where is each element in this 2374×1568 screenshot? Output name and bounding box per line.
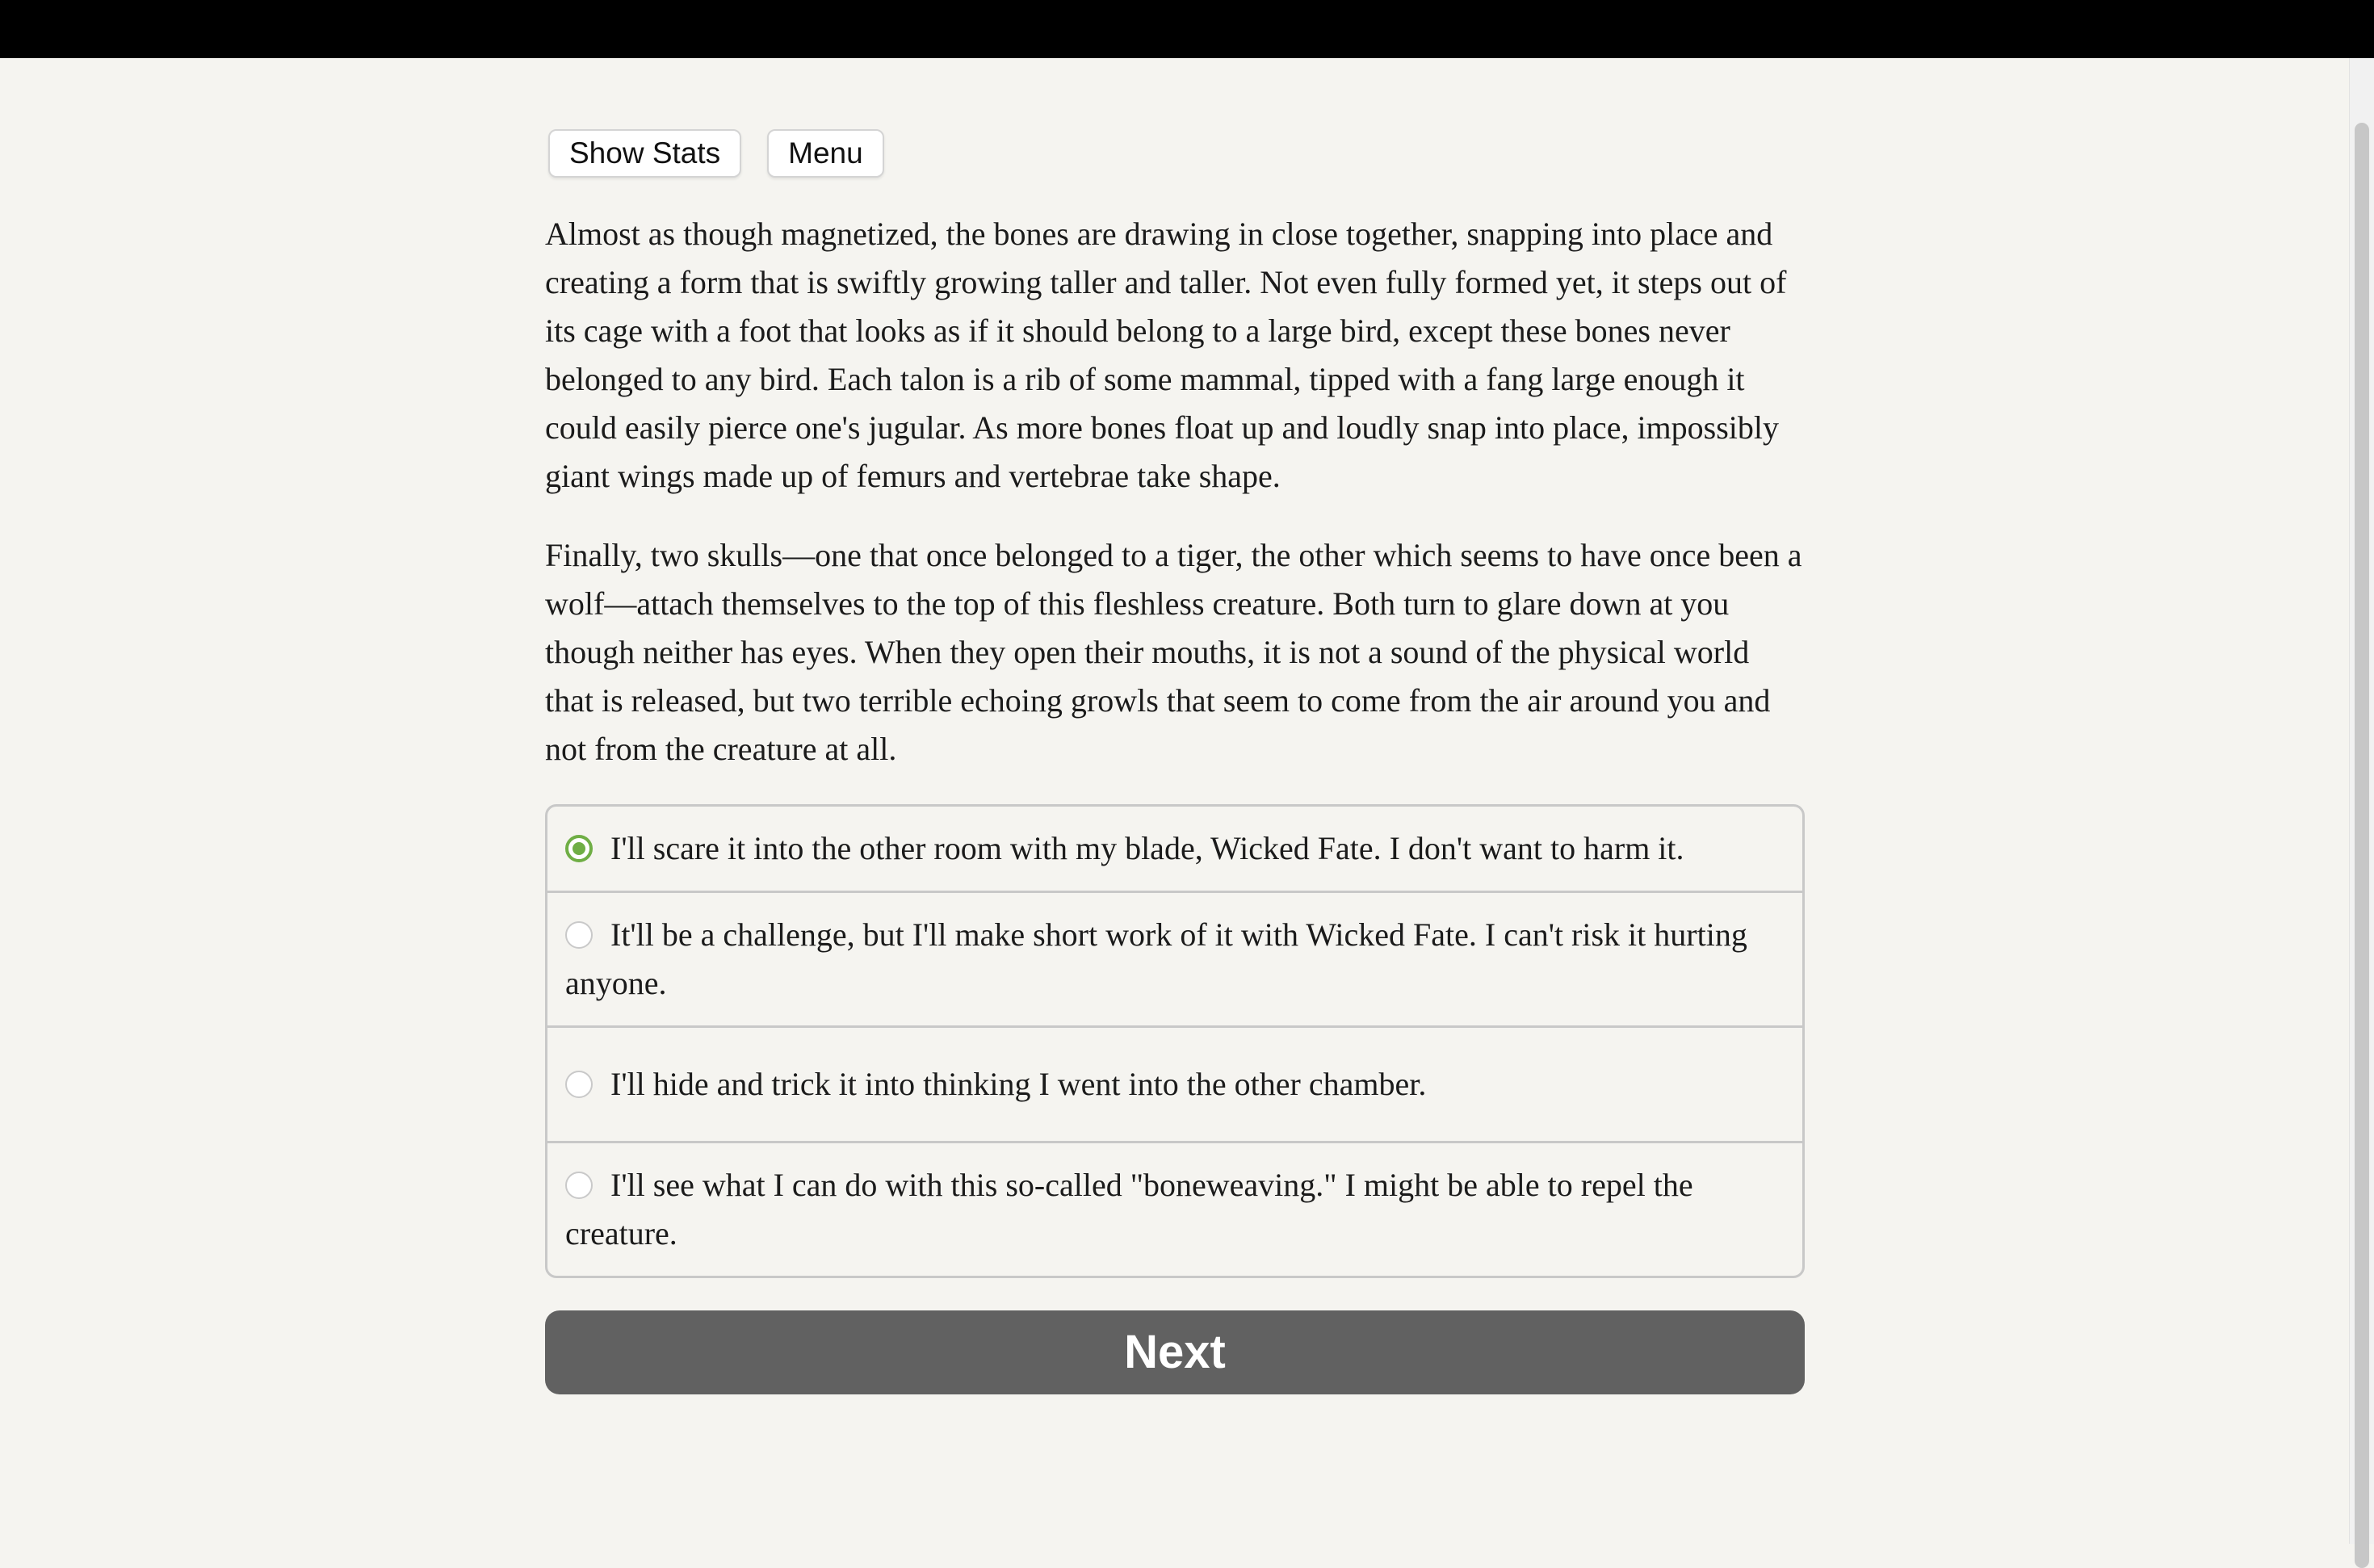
choice-label: I'll hide and trick it into thinking I went into the other chamber. — [610, 1066, 1427, 1102]
show-stats-button[interactable]: Show Stats — [548, 129, 741, 178]
choice-label: I'll see what I can do with this so-called "boneweaving." I might be able to repel the creature. — [565, 1167, 1693, 1251]
menu-button[interactable]: Menu — [767, 129, 884, 178]
choice-label: I'll scare it into the other room with my blade, Wicked Fate. I don't want to harm it. — [610, 830, 1684, 866]
radio-unselected-icon[interactable] — [565, 1172, 593, 1199]
page-scrollbar[interactable] — [2349, 58, 2374, 1544]
choice-option-boneweaving[interactable] — [547, 1141, 1802, 1276]
choice-list — [545, 804, 1805, 1278]
game-container — [545, 129, 1805, 1394]
window-top-bar — [0, 0, 2374, 58]
radio-selected-icon[interactable] — [565, 835, 593, 862]
choice-option-fight[interactable] — [547, 891, 1802, 1025]
story-text — [545, 210, 1805, 774]
next-button[interactable]: Next — [545, 1310, 1805, 1394]
choice-label: It'll be a challenge, but I'll make short work of it with Wicked Fate. I can't risk it hurting anyone. — [565, 916, 1747, 1001]
radio-unselected-icon[interactable] — [565, 1071, 593, 1098]
story-paragraph: Finally, two skulls—one that once belonged to a tiger, the other which seems to have once been a wolf—attach themselves to the top of this fleshless creature. Both turn to glare down at you though neither has eyes. When they open their mouths, it is not a sound of the physical world that is released, but two terrible echoing growls that seem to come from the air around you and not from the creature at all. — [545, 537, 1802, 767]
choice-option-scare[interactable] — [547, 807, 1802, 891]
radio-unselected-icon[interactable] — [565, 921, 593, 949]
toolbar — [548, 129, 1805, 178]
scrollbar-thumb[interactable] — [2355, 123, 2369, 1568]
story-paragraph: Almost as though magnetized, the bones are drawing in close together, snapping into place and creating a form that is swiftly growing taller and taller. Not even fully formed yet, it steps out of its cage with a foot that looks as if it should belong to a large bird, except these bones never belonged to any bird. Each talon is a rib of some mammal, tipped with a fang large enough it could easily pierce one's jugular. As more bones float up and loudly snap into place, impossibly giant wings made up of femurs and vertebrae take shape. — [545, 216, 1787, 494]
choice-option-hide[interactable] — [547, 1025, 1802, 1141]
